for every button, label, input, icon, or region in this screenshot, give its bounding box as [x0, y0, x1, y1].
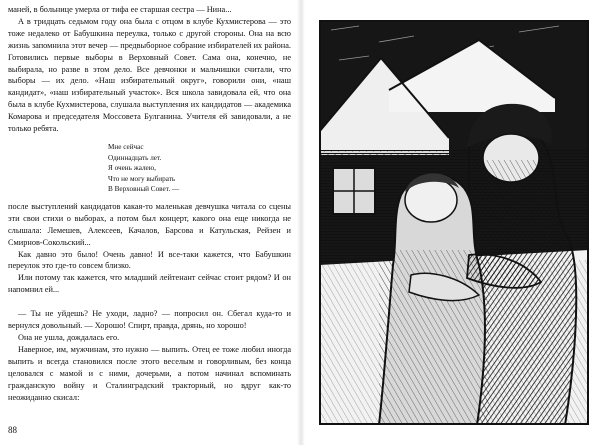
paragraph: Или потому так кажется, что младший лейтенант сейчас стоит рядом? И он напомнил ей... — [8, 273, 291, 295]
paragraph: после выступлений кандидатов какая-то маленькая девчушка читала со сцены эти свои стихи о выборах, а потом был концерт, какого она еще никогда не слышала: Лемешев, Алексеев, Качалов, Барсова и Катульская, Рейзен и Смирнов-Сокольский... — [8, 201, 291, 247]
section-break — [8, 296, 291, 308]
poem-line: Одиннадцать лет. — [108, 153, 162, 162]
poem — [108, 142, 291, 195]
book-gutter — [297, 0, 305, 445]
paragraph: Наверное, им, мужчинам, это нужно — выпить. Отец ее тоже любил иногда выпить и всегда становился после этого веселым и говорливым, без конца целовался с мамой и с ними, дочерьми, а потом начинал вспоминать гражданскую войну и Сталинградский тракторный, но вдруг как-то неожиданно скисал: — [8, 344, 291, 402]
paragraph: А в тридцать седьмом году она была с отцом в клубе Кухмистерова — это тоже недалеко от Бабушкина переулка, только с другой стороны. Она на всю жизнь запомнила этот вечер — предвыборное собрание избирателей их района. Готовились первые выборы в Верховный Совет. Сама она, конечно, не выбирала, но разве в этом дело. Все девчонки и мальчишки считали, что выборы — их дело. «Наш избирательный округ», говорили они, «наш кандидат», «наш избирательный участок». Вся школа завидовала ей, что она была в клубе Кухмистерова, слушала выступления их кандидатов — академика Комарова и председателя Моссовета Булганина. Учителя ей завидовали, а не только ребята. — [8, 16, 291, 134]
page-number: 88 — [8, 425, 17, 435]
paragraph: Как давно это было! Очень давно! И все-таки кажется, что Бабушкин переулок это где-то совсем близко. — [8, 249, 291, 271]
illustration-embrace — [319, 20, 589, 425]
left-page-text — [8, 4, 291, 440]
poem-line: Я очень жалею, — [108, 164, 156, 173]
paragraph: Она не ушла, дождалась его. — [18, 333, 120, 342]
poem-line: Мне сейчас — [108, 142, 144, 151]
paragraph: — Ты не уйдешь? Не уходи, ладно? — попросил он. Сбегал куда-то и вернулся довольный. — Хорошо! Спирт, правда, дрянь, но хорошо! — [8, 309, 291, 331]
paragraph: маней, в больнице умерла от тифа ее старшая сестра — Нина... — [8, 5, 232, 14]
etching-illustration — [319, 20, 589, 425]
poem-line: В Верховный Совет. — — [108, 185, 180, 194]
poem-line: Что не могу выбирать — [108, 174, 176, 183]
